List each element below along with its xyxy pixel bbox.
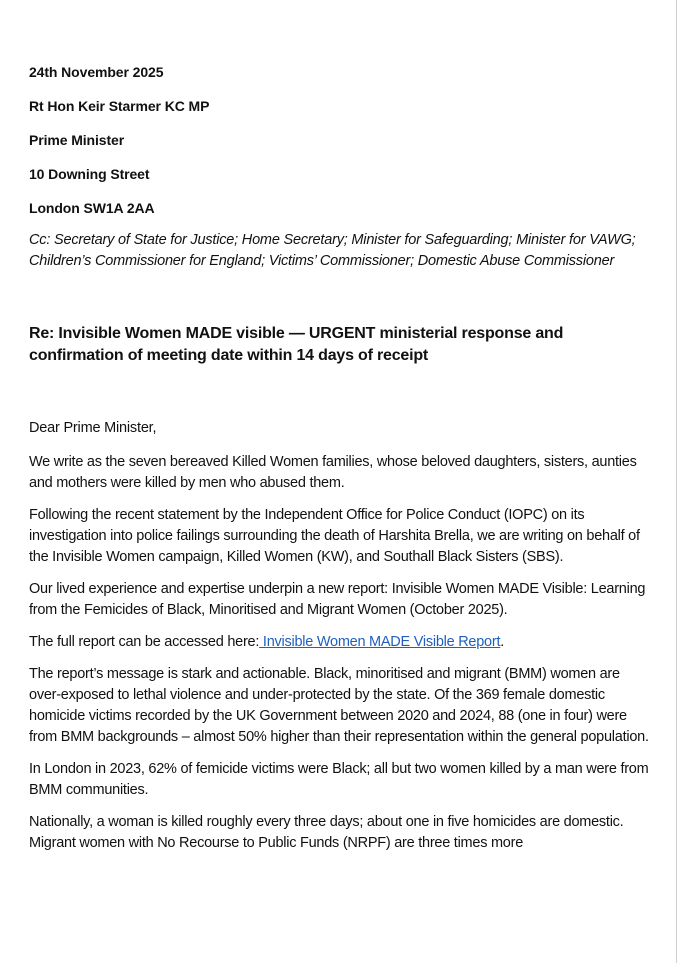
report-link-suffix: . [500,634,505,650]
report-link-prefix: The full report can be accessed here: [29,634,260,650]
paragraph-report: Our lived experience and expertise underpin a new report: Invisible Women MADE Visible: Learning from the Femicides of Black, Minoritised and Migrant Women (October 2025). [29,581,646,618]
subject-line: Re: Invisible Women MADE visible — URGENT ministerial response and confirmation of meeting date within 14 days of receipt [29,325,564,364]
paragraph-london: In London in 2023, 62% of femicide victims were Black; all but two women killed by a man were from BMM communities. [29,761,649,798]
paragraph-national: Nationally, a woman is killed roughly every three days; about one in five homicides are domestic. Migrant women with No Recourse to Public Funds (NRPF) are three times more [29,814,624,851]
letter-date: 24th November 2025 [29,64,164,80]
paragraph-statistics: The report’s message is stark and actionable. Black, minoritised and migrant (BMM) women are over-exposed to lethal violence and under-protected by the state. Of the 369 female domestic homicide victims recorded by the UK Government between 2020 and 2024, 88 (one in four) were from BMM backgrounds – almost 50% higher than their representation within the general population. [29,666,649,745]
salutation: Dear Prime Minister, [29,420,157,436]
paragraph-iopc: Following the recent statement by the Independent Office for Police Conduct (IOPC) on its investigation into police failings surrounding the death of Harshita Brella, we are writing on behalf of the Invisible Women campaign, Killed Women (KW), and Southall Black Sisters (SBS). [29,507,640,565]
paragraph-report-link [29,632,654,653]
report-link[interactable]: Invisible Women MADE Visible Report [259,634,501,650]
paragraph-families: We write as the seven bereaved Killed Women families, whose beloved daughters, sisters, aunties and mothers were killed by men who abused them. [29,454,637,491]
letter-body [29,63,654,865]
recipient-street: 10 Downing Street [29,166,150,182]
cc-list: Cc: Secretary of State for Justice; Home Secretary; Minister for Safeguarding; Minister for VAWG; Children’s Commissioner for England; Victims’ Commissioner; Domestic Abuse Commissioner [29,232,636,269]
recipient-name: Rt Hon Keir Starmer KC MP [29,98,210,114]
recipient-title: Prime Minister [29,132,125,148]
recipient-city: London SW1A 2AA [29,200,155,216]
